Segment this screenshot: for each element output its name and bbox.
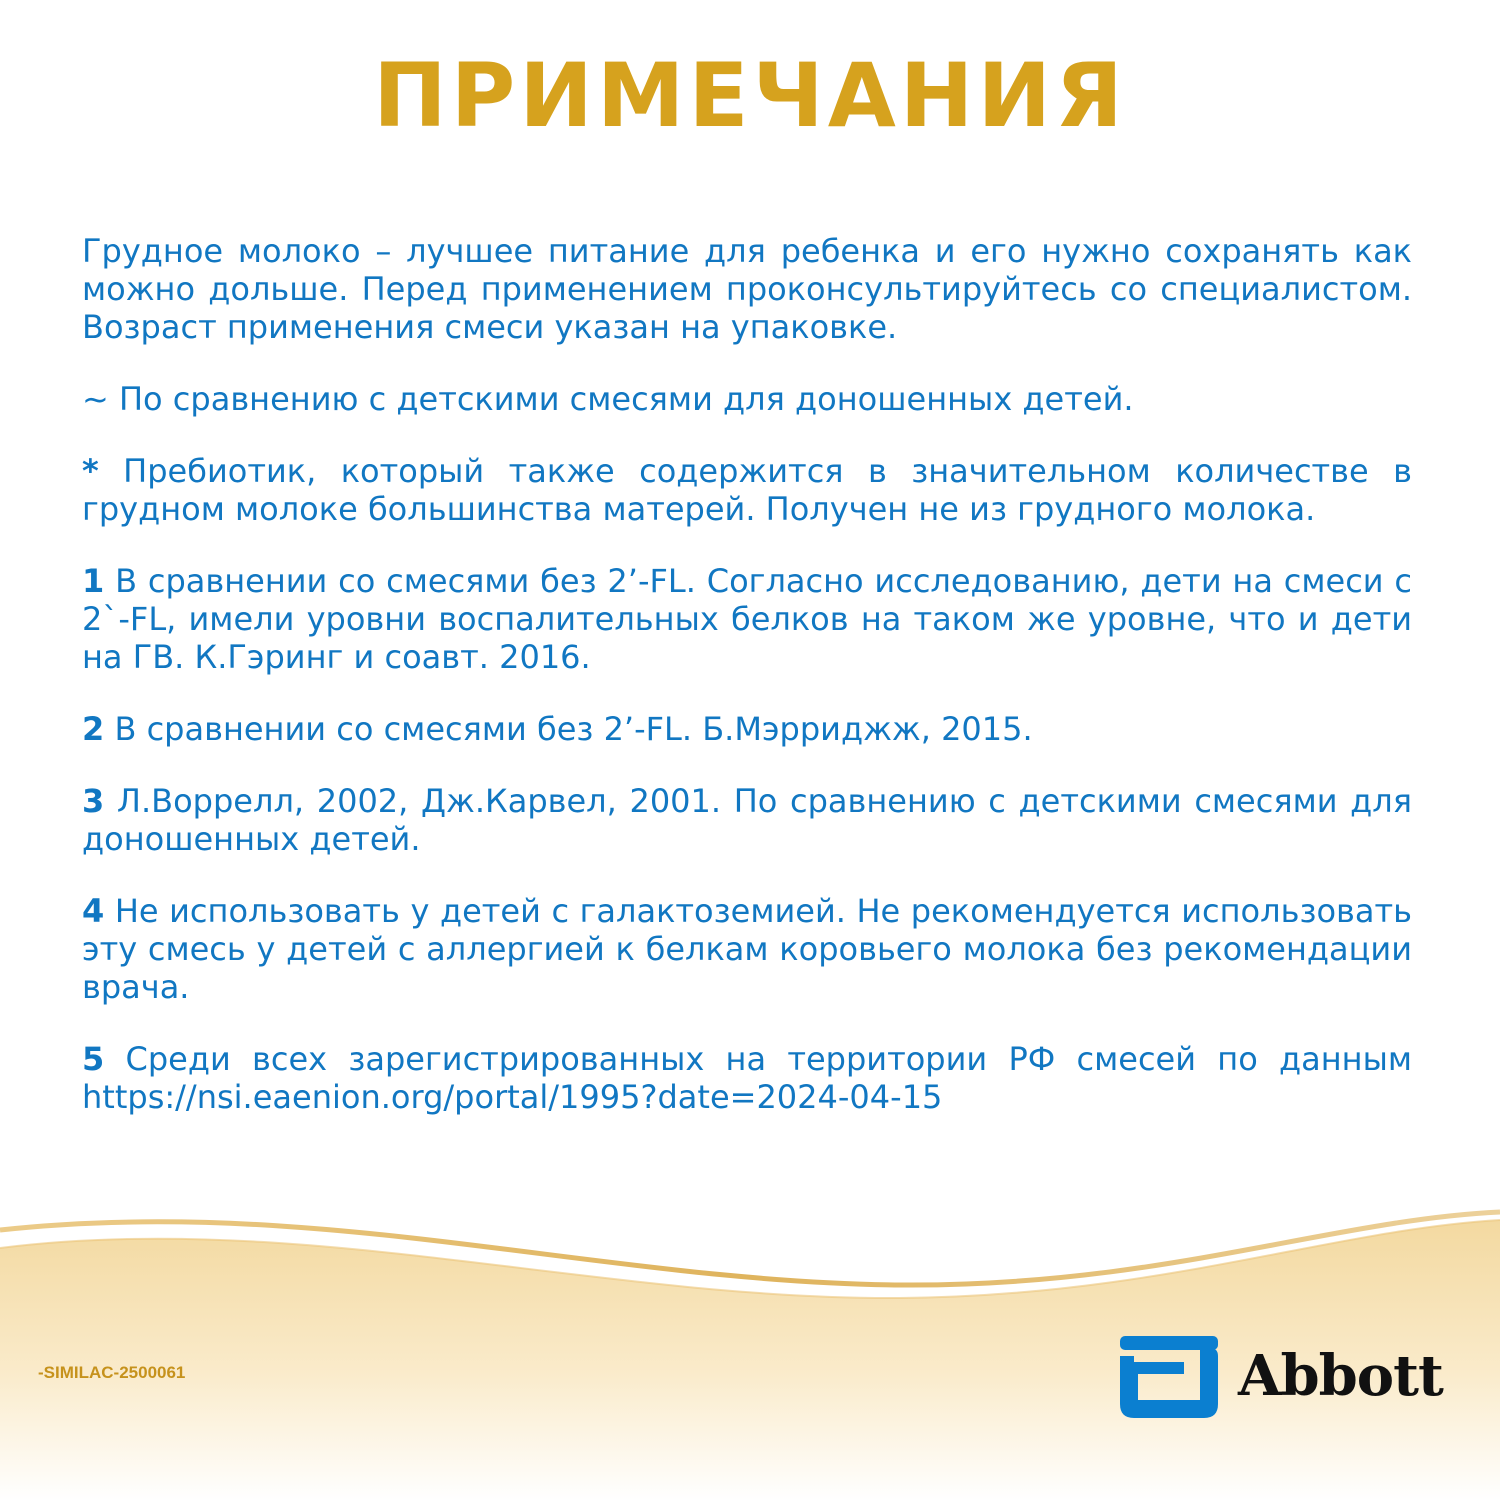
- document-code: -SIMILAC-2500061: [38, 1363, 186, 1382]
- note-tilde: ~ По сравнению с детскими смесями для доношенных детей.: [82, 380, 1134, 418]
- note-marker: 3: [82, 782, 105, 820]
- notes-list: [82, 232, 1412, 1150]
- note-marker: *: [82, 452, 99, 490]
- note-1: 1 В сравнении со смесями без 2’-FL. Согласно исследованию, дети на смеси с 2`-FL, имели уровни воспалительных белков на таком же уровне, что и дети на ГВ. К.Гэринг и соавт. 2016.: [82, 562, 1412, 676]
- note-marker: 1: [82, 562, 105, 600]
- note-asterisk: * Пребиотик, который также содержится в значительном количестве в грудном молоке большинства матерей. Получен не из грудного молока.: [82, 452, 1412, 528]
- abbott-logo-icon: [1114, 1334, 1224, 1420]
- note-marker: 4: [82, 892, 105, 930]
- note-marker: 2: [82, 710, 105, 748]
- brand-name: Abbott: [1238, 1343, 1443, 1409]
- page-title: ПРИМЕЧАНИЯ: [373, 44, 1127, 147]
- note-2: 2 В сравнении со смесями без 2’-FL. Б.Мэрриджж, 2015.: [82, 710, 1033, 748]
- note-intro: Грудное молоко – лучшее питание для ребенка и его нужно сохранять как можно дольше. Перед применением проконсультируйтесь со специалистом. Возраст применения смеси указан на упаковке.: [82, 232, 1412, 346]
- note-4: 4 Не использовать у детей с галактоземией. Не рекомендуется использовать эту смесь у детей с аллергией к белкам коровьего молока без рекомендации врача.: [82, 892, 1412, 1006]
- note-marker: 5: [82, 1040, 105, 1078]
- note-3: 3 Л.Воррелл, 2002, Дж.Карвел, 2001. По сравнению с детскими смесями для доношенных детей.: [82, 782, 1412, 858]
- note-5: 5 Среди всех зарегистрированных на территории РФ смесей по данным https://nsi.eaenion.org/portal/1995?date=2024-04-15: [82, 1040, 1412, 1116]
